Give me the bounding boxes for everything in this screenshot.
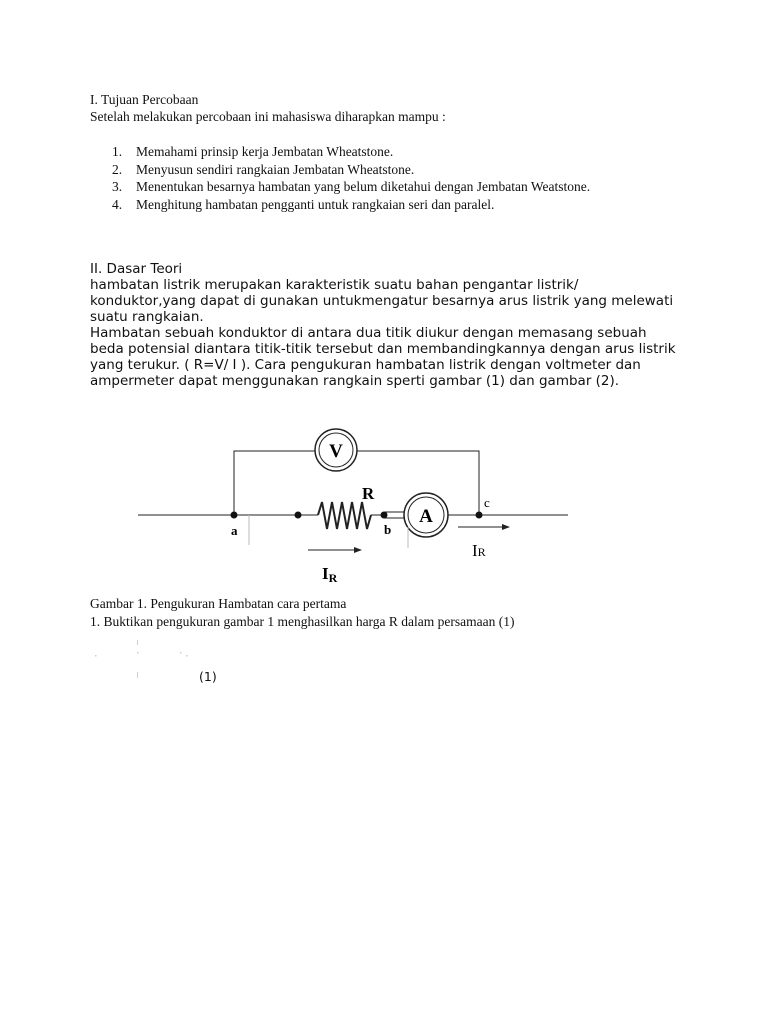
list-item-text: Memahami prinsip kerja Jembatan Wheatstone.: [136, 144, 394, 159]
list-item-number: 2.: [112, 161, 123, 177]
list-item-number: 3.: [112, 179, 123, 194]
resistor-label: R: [362, 484, 375, 503]
theory-line: suatu rangkaian.: [90, 309, 204, 325]
list-item-number: 1.: [112, 144, 123, 159]
current-label-right: IR: [472, 541, 486, 560]
faint-equation-marks: [95, 640, 188, 678]
node-a-label: a: [231, 523, 238, 538]
theory-line: hambatan listrik merupakan karakteristik suatu bahan pengantar listrik/: [90, 277, 579, 293]
theory-line: beda potensial diantara titik-titik tersebut dan membandingkannya dengan arus listrik: [90, 341, 676, 357]
theory-line: Hambatan sebuah konduktor di antara dua titik diukur dengan memasang sebuah: [90, 325, 647, 341]
node-b-label: b: [384, 522, 392, 537]
theory-line: ampermeter dapat menggunakan rangkain sperti gambar (1) dan gambar (2).: [90, 373, 620, 389]
list-item-text: Menentukan besarnya hambatan yang belum diketahui dengan Jembatan Weatstone.: [136, 179, 591, 194]
current-label-main: IR: [322, 564, 338, 585]
list-item-text: Menyusun sendiri rangkaian Jembatan Wheatstone.: [136, 161, 415, 177]
node-c-label: c: [484, 495, 490, 510]
equation-number: (1): [199, 669, 217, 684]
section2-heading: II. Dasar Teori: [90, 261, 183, 277]
theory-line: yang terukur. ( R=V/ I ). Cara pengukuran hambatan listrik dengan voltmeter dan: [90, 357, 641, 373]
theory-line: konduktor,yang dapat di gunakan untukmengatur besarnya arus listrik yang melewati: [90, 293, 674, 309]
question-text: 1. Buktikan pengukuran gambar 1 menghasilkan harga R dalam persamaan (1): [90, 614, 515, 629]
list-item-text: Menghitung hambatan pengganti untuk rangkaian seri dan paralel.: [136, 196, 495, 212]
figure-caption: Gambar 1. Pengukuran Hambatan cara pertama: [90, 596, 347, 611]
list-item-number: 4.: [112, 196, 123, 212]
section1-heading: I. Tujuan Percobaan: [90, 92, 199, 107]
section1-intro: Setelah melakukan percobaan ini mahasiswa diharapkan mampu :: [90, 109, 446, 124]
voltmeter-label: V: [329, 441, 343, 462]
ammeter-label: A: [419, 506, 433, 527]
